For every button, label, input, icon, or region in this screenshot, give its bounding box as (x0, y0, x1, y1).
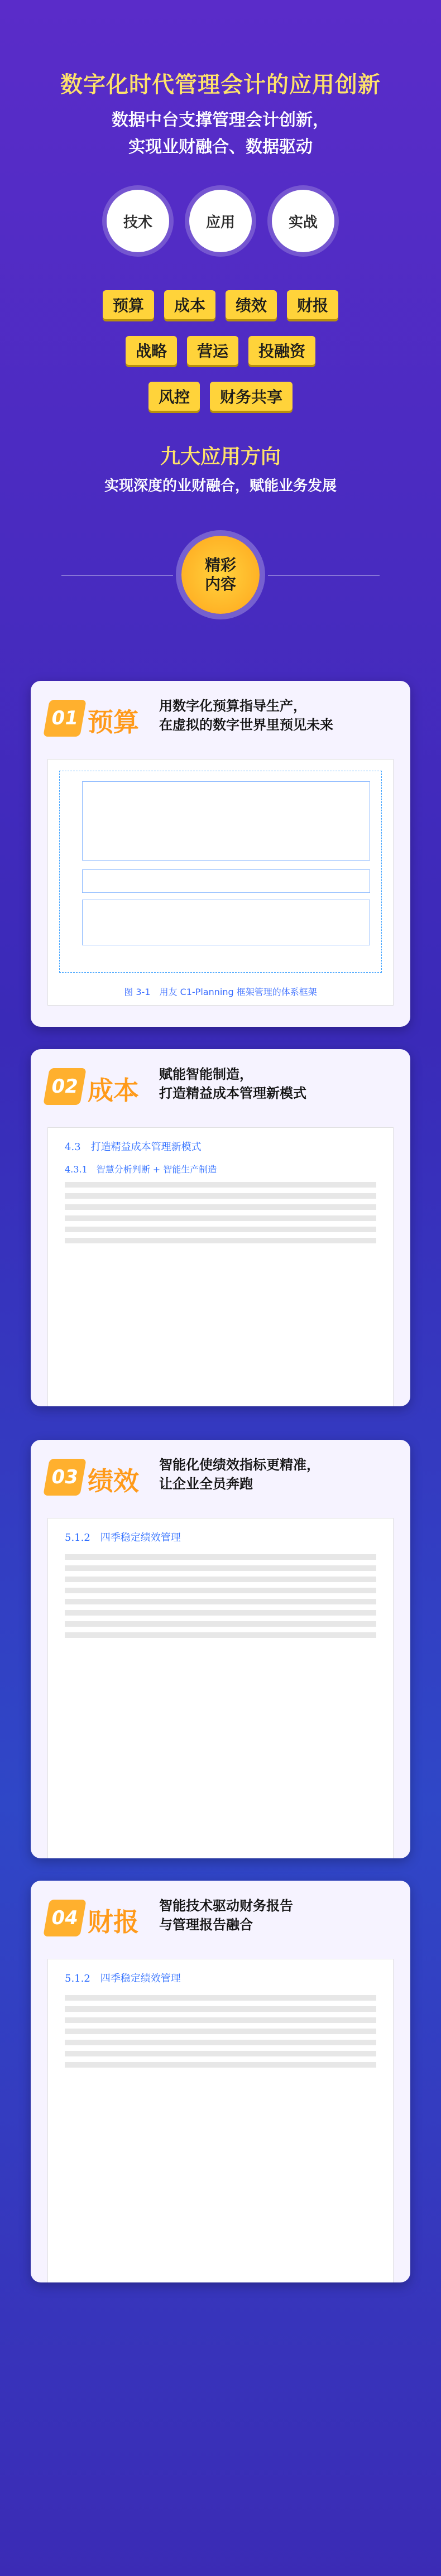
hero-subtitle (0, 107, 441, 161)
card-number: 02 (43, 1068, 87, 1105)
doc-subtitle: 4.3.1 智慧分析判断 + 智能生产制造 (65, 1164, 217, 1175)
card-head (31, 681, 410, 748)
card-desc (159, 1455, 394, 1493)
doc-paper (47, 1127, 394, 1406)
card-desc (159, 696, 394, 734)
card-number: 03 (43, 1459, 87, 1496)
card-label: 绩效 (88, 1466, 139, 1496)
highlight-badge (181, 536, 260, 614)
tag-report: 财报 (287, 290, 338, 319)
doc-body (65, 1182, 376, 1243)
doc-title: 5.1.2 四季稳定绩效管理 (65, 1532, 181, 1544)
card-desc-line2: 在虚拟的数字世界里预见未来 (159, 717, 333, 733)
figure-paper (47, 759, 394, 1006)
card-label: 成本 (88, 1075, 139, 1106)
card-number: 01 (43, 700, 87, 737)
skill-tech: 技术 (107, 190, 169, 252)
card-number: 04 (43, 1900, 87, 1936)
skills (0, 190, 441, 252)
tag-investment: 投融资 (248, 336, 315, 365)
tag-cost: 成本 (164, 290, 215, 319)
card-head (31, 1049, 410, 1116)
badge-line1: 精彩 (204, 556, 236, 574)
diagram-block-top (82, 781, 370, 861)
diagram-block-bottom (82, 900, 370, 945)
card-desc-line1: 智能化使绩效指标更精准， (159, 1457, 320, 1473)
divider-left (61, 575, 173, 576)
card-head (31, 1881, 410, 1948)
skill-app: 应用 (189, 190, 252, 252)
card-desc (159, 1065, 394, 1103)
figure-caption: 图 3-1 用友 C1-Planning 框架管理的体系框架 (124, 987, 317, 997)
tag-performance: 绩效 (226, 290, 277, 319)
doc-title: 5.1.2 四季稳定绩效管理 (65, 1973, 181, 1984)
section-title: 九大应用方向 (160, 445, 281, 468)
doc-paper (47, 1959, 394, 2282)
doc-paper (47, 1518, 394, 1858)
card-desc (159, 1896, 394, 1934)
card-cost (31, 1049, 410, 1406)
section-subtitle: 实现深度的业财融合，赋能业务发展 (104, 478, 337, 494)
card-label: 预算 (88, 707, 139, 737)
doc-title: 4.3 打造精益成本管理新模式 (65, 1141, 202, 1153)
tag-budget: 预算 (103, 290, 154, 319)
hero-subtitle-line2: 实现业财融合、数据驱动 (128, 137, 313, 157)
skill-practice: 实战 (272, 190, 334, 252)
tag-strategy: 战略 (126, 336, 177, 365)
hero-title: 数字化时代管理会计的应用创新 (60, 72, 381, 98)
badge-line2: 内容 (204, 575, 236, 593)
tags-row-2 (0, 336, 441, 365)
card-report (31, 1881, 410, 2282)
card-budget (31, 681, 410, 1027)
card-head (31, 1440, 410, 1507)
card-desc-line1: 智能技术驱动财务报告 (159, 1898, 293, 1914)
diagram-block-mid (82, 869, 370, 893)
card-desc-line1: 用数字化预算指导生产， (159, 698, 306, 714)
diagram (59, 771, 382, 973)
hero-subtitle-line1: 数据中台支撑管理会计创新， (112, 110, 329, 130)
tags-row-1 (0, 290, 441, 319)
tag-shared: 财务共享 (210, 382, 293, 411)
tag-risk: 风控 (148, 382, 200, 411)
tags-row-3 (0, 382, 441, 411)
card-desc-line2: 让企业全员奔跑 (159, 1476, 253, 1492)
divider-right (268, 575, 380, 576)
tag-operation: 营运 (187, 336, 238, 365)
card-label: 财报 (88, 1907, 139, 1937)
card-desc-line2: 与管理报告融合 (159, 1917, 253, 1933)
card-desc-line2: 打造精益成本管理新模式 (159, 1085, 306, 1101)
card-desc-line1: 赋能智能制造， (159, 1066, 253, 1082)
card-performance (31, 1440, 410, 1858)
